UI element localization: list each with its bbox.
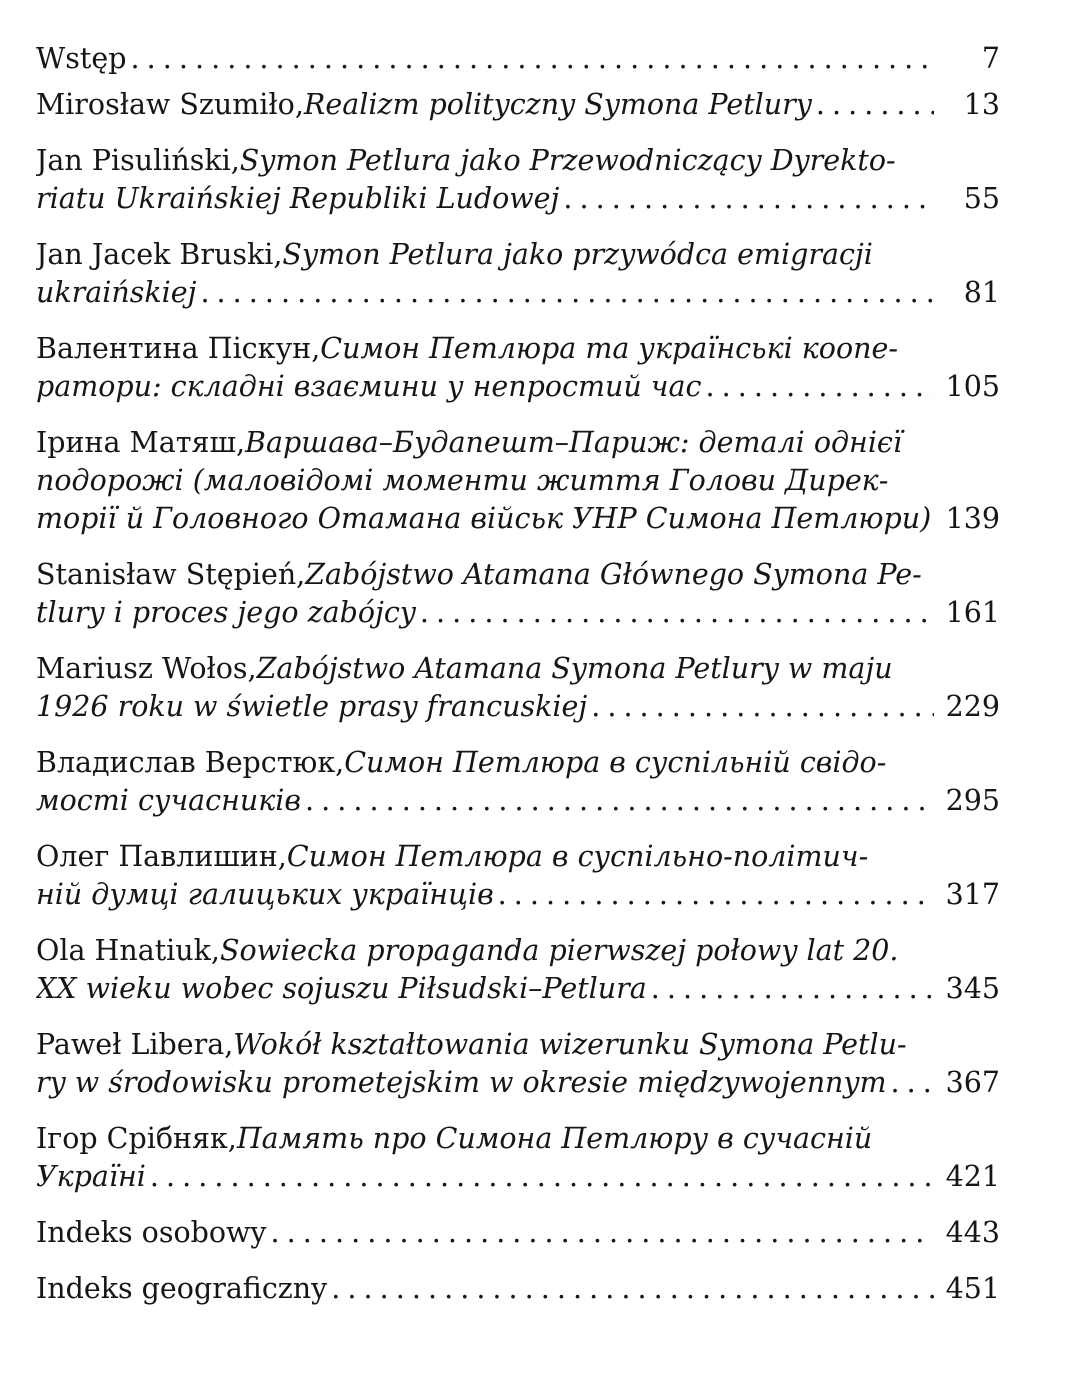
entry-author: Олег Павлишин, xyxy=(36,840,287,873)
entry-title: 1926 roku w świetle prasy francuskiej xyxy=(36,690,588,723)
page-number: 105 xyxy=(945,370,1000,403)
toc-entry-line xyxy=(36,274,938,312)
toc-entry xyxy=(36,838,1000,914)
dot-leader xyxy=(150,1158,934,1196)
entry-author: Ігор Срібняк, xyxy=(36,1122,237,1155)
entry-heading: Wstęp xyxy=(36,42,127,75)
toc-entry xyxy=(36,556,1000,632)
toc-entry-line xyxy=(36,180,938,218)
entry-title: Symon Petlura jako przywódca emigracji xyxy=(282,238,873,271)
toc-entry-line xyxy=(36,330,938,368)
toc-entry-line xyxy=(36,1214,938,1252)
page-number: 55 xyxy=(963,182,1000,215)
entry-author: Ola Hnatiuk, xyxy=(36,934,220,967)
dot-leader xyxy=(305,782,934,820)
entry-heading: Indeks osobowy xyxy=(36,1216,267,1249)
toc-entry-line xyxy=(36,594,938,632)
page-number: 13 xyxy=(963,88,1000,121)
entry-title: мості сучасників xyxy=(36,784,301,817)
toc-entry-line xyxy=(36,1064,938,1102)
dot-leader xyxy=(891,1064,934,1102)
toc-entry-line xyxy=(36,40,938,78)
toc-entry-line xyxy=(36,1158,938,1196)
page-number: 451 xyxy=(945,1272,1000,1305)
entry-title: ній думці галицьких українців xyxy=(36,878,494,911)
page-number: 139 xyxy=(945,502,1000,535)
table-of-contents xyxy=(36,40,1000,1326)
dot-leader xyxy=(498,876,934,914)
toc-entry-line xyxy=(36,650,938,688)
toc-entry-line xyxy=(36,838,938,876)
toc-entry-line xyxy=(36,500,938,538)
dot-leader xyxy=(130,40,934,78)
dot-leader xyxy=(200,274,934,312)
dot-leader xyxy=(816,86,934,124)
toc-entry xyxy=(36,1120,1000,1196)
toc-entry xyxy=(36,142,1000,218)
toc-entry-line xyxy=(36,688,938,726)
toc-entry xyxy=(36,86,1000,124)
entry-title: Україні xyxy=(36,1160,146,1193)
page-number: 81 xyxy=(963,276,1000,309)
toc-entry-line xyxy=(36,556,938,594)
page-number: 229 xyxy=(945,690,1000,723)
toc-entry-line xyxy=(36,236,938,274)
entry-title: Zabójstwo Atamana Głównego Symona Pe- xyxy=(305,558,922,591)
dot-leader xyxy=(331,1270,934,1308)
entry-author: Mirosław Szumiło, xyxy=(36,88,304,121)
entry-title: XX wieku wobec sojuszu Piłsudski–Petlura xyxy=(36,972,647,1005)
toc-entry xyxy=(36,744,1000,820)
toc-entry-line xyxy=(36,782,938,820)
toc-entry-line xyxy=(36,142,938,180)
page-number: 7 xyxy=(981,42,1000,75)
page-number: 161 xyxy=(945,596,1000,629)
entry-author: Jan Jacek Bruski, xyxy=(36,238,283,271)
toc-entry-line xyxy=(36,932,938,970)
entry-author: Jan Pisuliński, xyxy=(36,144,240,177)
entry-title: Симон Петлюра в суспільно-політич- xyxy=(286,840,869,873)
entry-title: ратори: складні взаємини у непростий час xyxy=(36,370,702,403)
toc-entry-line xyxy=(36,876,938,914)
dot-leader xyxy=(706,368,935,406)
dot-leader xyxy=(271,1214,934,1252)
toc-entry-line xyxy=(36,1026,938,1064)
toc-entry-line xyxy=(36,462,938,500)
entry-title: ukraińskiej xyxy=(36,276,197,309)
toc-entry xyxy=(36,236,1000,312)
entry-author: Stanisław Stępień, xyxy=(36,558,306,591)
entry-title: Память про Симона Петлюру в сучасній xyxy=(236,1122,873,1155)
entry-heading: Indeks geograficzny xyxy=(36,1272,328,1305)
toc-entry-line xyxy=(36,970,938,1008)
page-number: 421 xyxy=(945,1160,1000,1193)
toc-entry-line xyxy=(36,744,938,782)
entry-title: Варшава–Будапешт–Париж: деталі однієї xyxy=(245,426,903,459)
dot-leader xyxy=(563,180,934,218)
entry-title: Realizm polityczny Symona Petlury xyxy=(303,88,812,121)
entry-title: tlury i proces jego zabójcy xyxy=(36,596,416,629)
toc-entry xyxy=(36,424,1000,538)
entry-title: Sowiecka propaganda pierwszej połowy lat 20. xyxy=(219,934,899,967)
toc-entry xyxy=(36,40,1000,78)
entry-author: Владислав Верстюк, xyxy=(36,746,345,779)
entry-author: Валентина Піскун, xyxy=(36,332,321,365)
entry-title: Wokół kształtowania wizerunku Symona Petlu- xyxy=(233,1028,907,1061)
entry-title: Симон Петлюра в суспільній свідо- xyxy=(344,746,887,779)
dot-leader xyxy=(420,594,934,632)
entry-title: Zabójstwo Atamana Symona Petlury w maju xyxy=(256,652,893,685)
page-number: 295 xyxy=(945,784,1000,817)
entry-title: ry w środowisku prometejskim w okresie międzywojennym xyxy=(36,1066,887,1099)
page-number: 367 xyxy=(945,1066,1000,1099)
toc-entry xyxy=(36,1026,1000,1102)
toc-entry-line xyxy=(36,86,938,124)
toc-entry-line xyxy=(36,1270,938,1308)
toc-entry xyxy=(36,1270,1000,1308)
dot-leader xyxy=(651,970,934,1008)
page-number: 345 xyxy=(945,972,1000,1005)
entry-title: riatu Ukraińskiej Republiki Ludowej xyxy=(36,182,560,215)
toc-entry-line xyxy=(36,368,938,406)
entry-author: Ірина Матяш, xyxy=(36,426,246,459)
entry-title: подорожі (маловідомі моменти життя Голови Дирек- xyxy=(36,464,889,497)
entry-title: Симон Петлюра та українські коопе- xyxy=(320,332,898,365)
entry-title: Symon Petlura jako Przewodniczący Dyrekto- xyxy=(239,144,896,177)
page-number: 443 xyxy=(945,1216,1000,1249)
toc-entry xyxy=(36,650,1000,726)
entry-title: торії й Головного Отамана військ УНР Симона Петлюри) xyxy=(36,502,932,535)
toc-entry xyxy=(36,1214,1000,1252)
entry-author: Mariusz Wołos, xyxy=(36,652,257,685)
toc-entry xyxy=(36,932,1000,1008)
toc-entry-line xyxy=(36,424,938,462)
toc-entry-line xyxy=(36,1120,938,1158)
dot-leader xyxy=(591,688,934,726)
entry-author: Paweł Libera, xyxy=(36,1028,234,1061)
page-number: 317 xyxy=(945,878,1000,911)
toc-entry xyxy=(36,330,1000,406)
